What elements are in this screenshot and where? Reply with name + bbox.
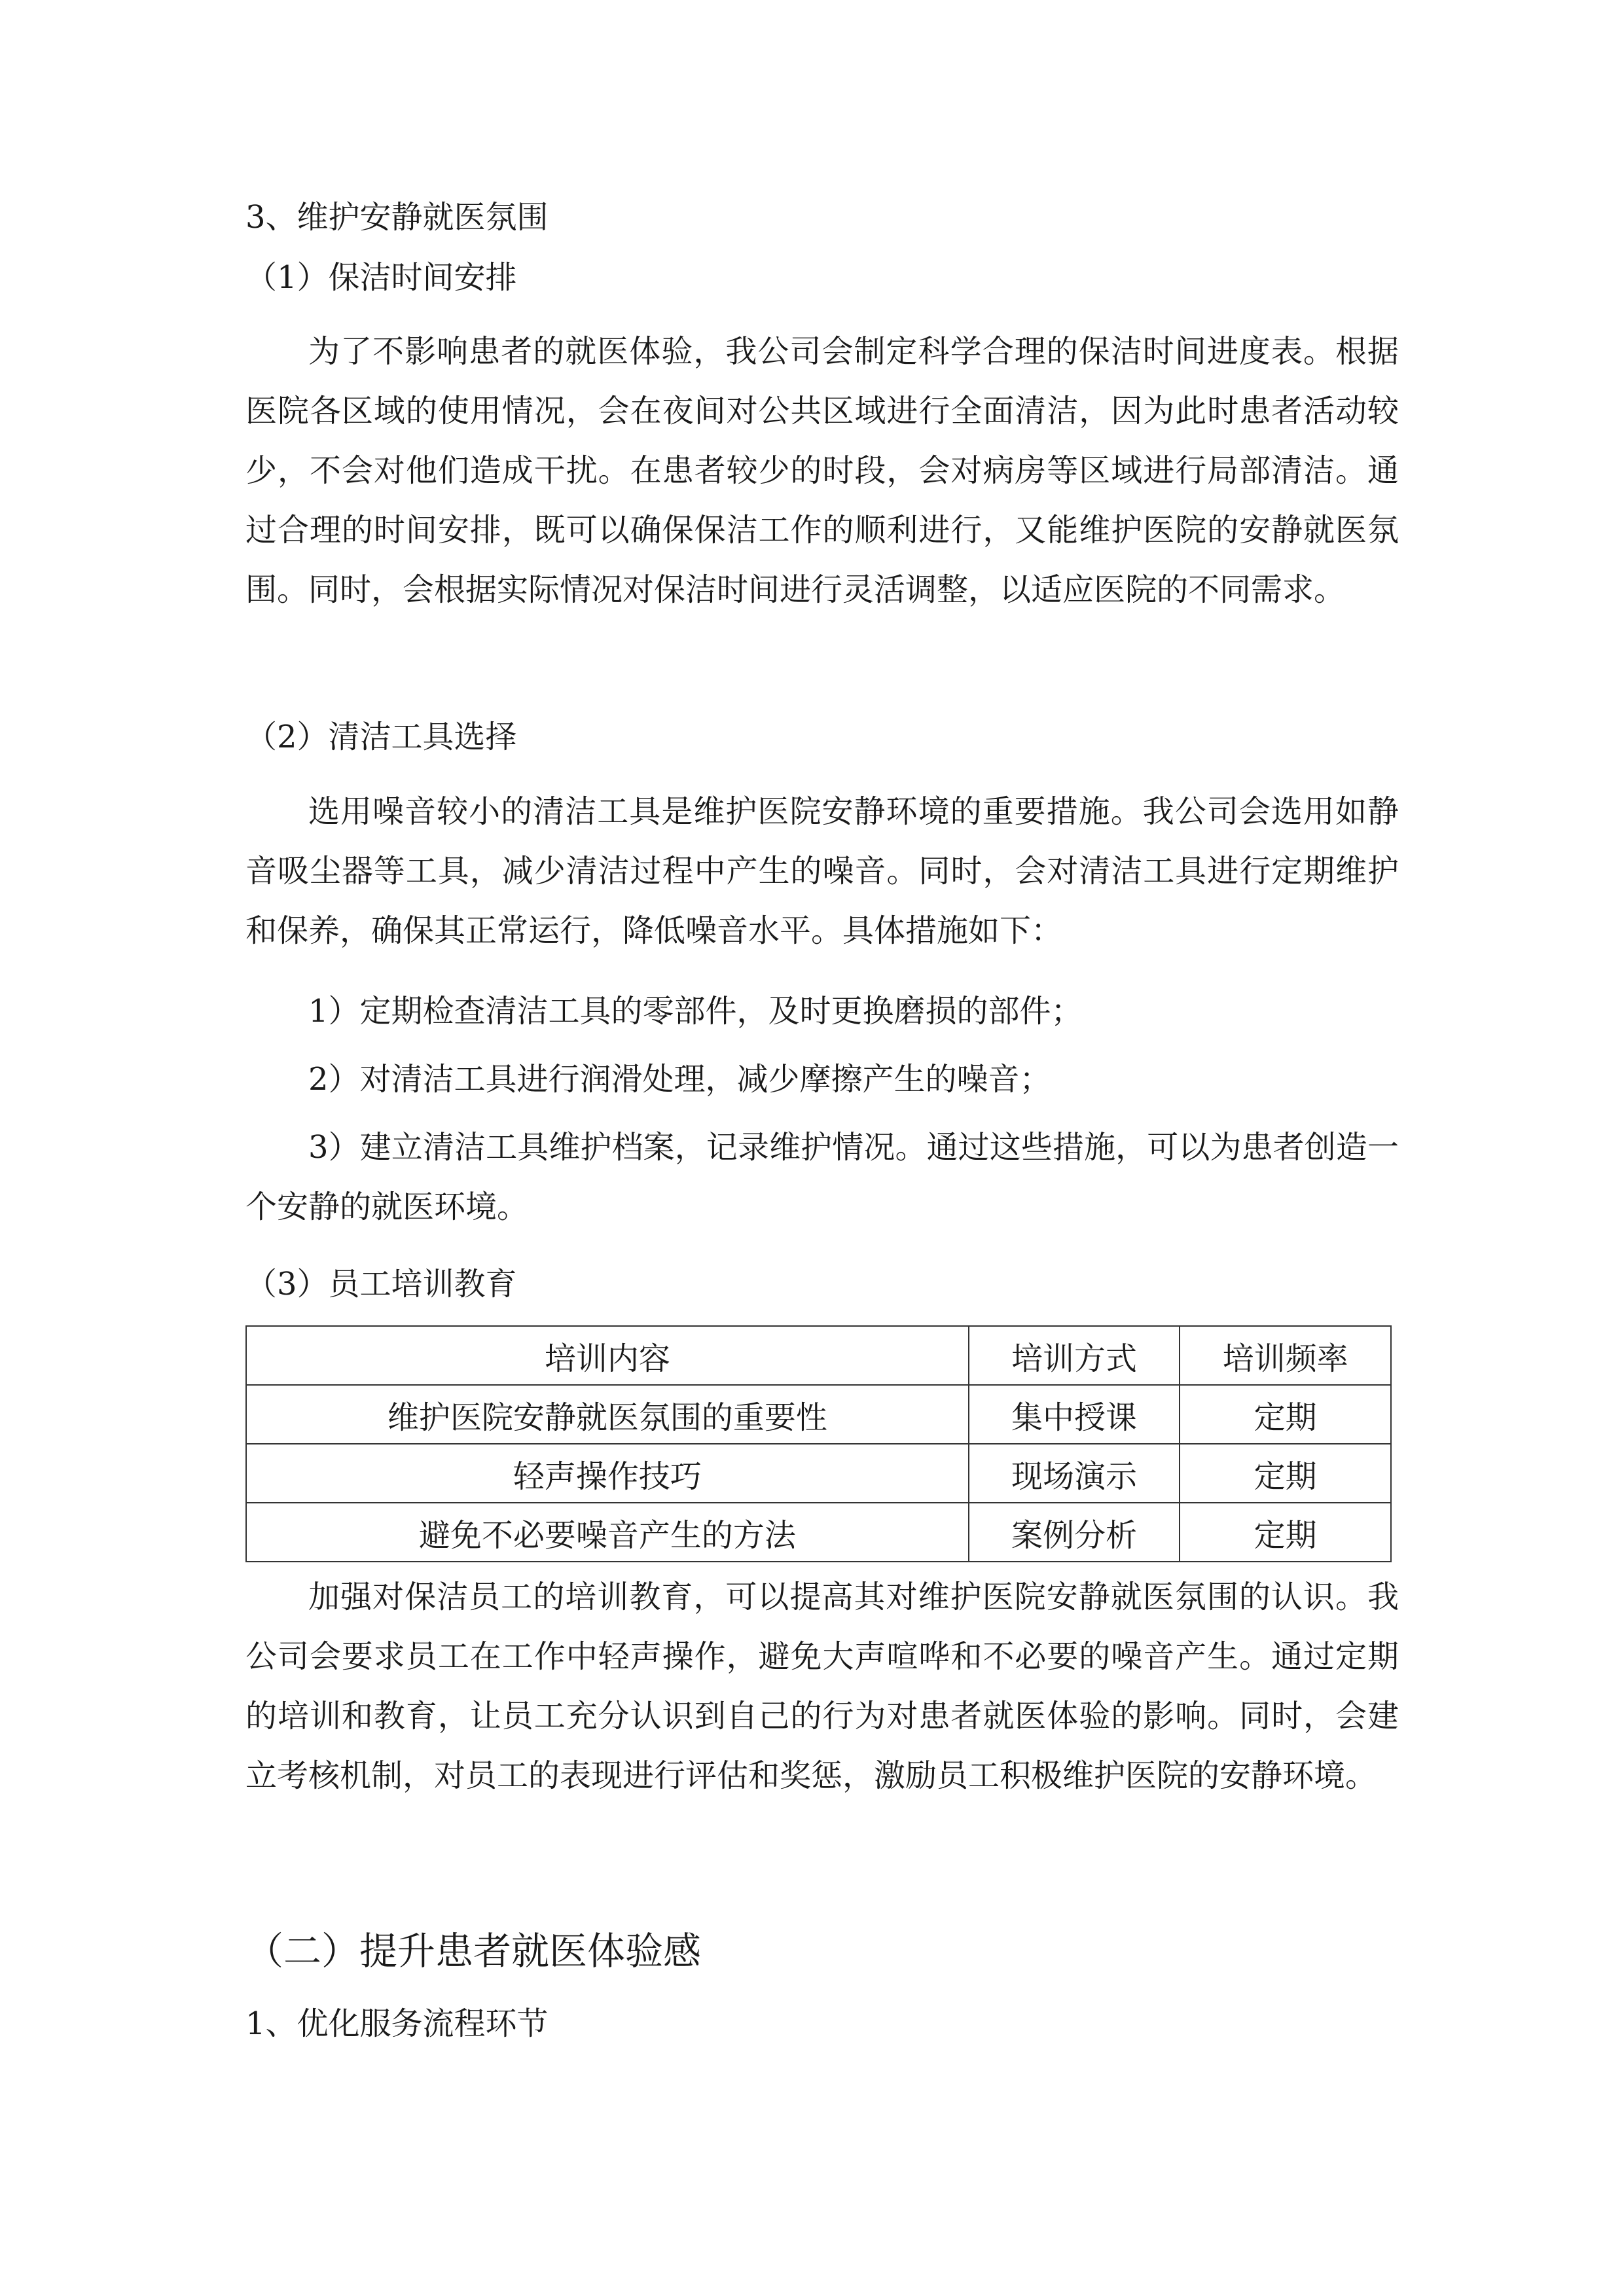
cell-content: 避免不必要噪音产生的方法 (246, 1503, 969, 1562)
list-item-1: 1）定期检查清洁工具的零部件，及时更换磨损的部件； (308, 993, 1083, 1030)
list-item-2: 2）对清洁工具进行润滑处理，减少摩擦产生的噪音； (308, 1061, 1051, 1098)
cell-content: 维护医院安静就医氛围的重要性 (246, 1385, 969, 1444)
subsection-title-staff-training: （3）员工培训教育 (245, 1266, 517, 1302)
cell-content: 轻声操作技巧 (246, 1444, 969, 1503)
section-title-two: （二）提升患者就医体验感 (245, 1929, 702, 1973)
cell-frequency: 定期 (1180, 1444, 1391, 1503)
subsection-title-optimize-service: 1、优化服务流程环节 (245, 2005, 549, 2042)
paragraph-cleaning-tools: 选用噪音较小的清洁工具是维护医院安静环境的重要措施。我公司会选用如静音吸尘器等工具，减少清洁过程中产生的噪音。同时，会对清洁工具进行定期维护和保养，确保其正常运行，降低噪音水平。具体措施如下： (245, 793, 1399, 949)
header-cell-method: 培训方式 (969, 1326, 1180, 1385)
cell-frequency: 定期 (1180, 1503, 1391, 1562)
header-cell-content: 培训内容 (246, 1326, 969, 1385)
cell-method: 集中授课 (969, 1385, 1180, 1444)
paragraph-staff-training: 加强对保洁员工的培训教育，可以提高其对维护医院安静就医氛围的认识。我公司会要求员工在工作中轻声操作，避免大声喧哗和不必要的噪音产生。通过定期的培训和教育，让员工充分认识到自己的行为对患者就医体验的影响。同时，会建立考核机制，对员工的表现进行评估和奖惩，激励员工积极维护医院的安静环境。 (245, 1579, 1399, 1794)
training-table (245, 1325, 1392, 1562)
header-cell-frequency: 培训频率 (1180, 1326, 1391, 1385)
table-row (246, 1444, 1391, 1503)
section-title-3: 3、维护安静就医氛围 (245, 199, 549, 236)
cell-method: 现场演示 (969, 1444, 1180, 1503)
paragraph-cleaning-schedule: 为了不影响患者的就医体验，我公司会制定科学合理的保洁时间进度表。根据医院各区域的使用情况，会在夜间对公共区域进行全面清洁，因为此时患者活动较少，不会对他们造成干扰。在患者较少的时段，会对病房等区域进行局部清洁。通过合理的时间安排，既可以确保保洁工作的顺利进行，又能维护医院的安静就医氛围。同时，会根据实际情况对保洁时间进行灵活调整，以适应医院的不同需求。 (245, 333, 1399, 608)
subsection-title-cleaning-schedule: （1）保洁时间安排 (245, 259, 517, 296)
cell-method: 案例分析 (969, 1503, 1180, 1562)
table-row (246, 1385, 1391, 1444)
list-item-3: 3）建立清洁工具维护档案，记录维护情况。通过这些措施，可以为患者创造一个安静的就医环境。 (245, 1129, 1399, 1225)
table-header-row (246, 1326, 1391, 1385)
cell-frequency: 定期 (1180, 1385, 1391, 1444)
table-row (246, 1503, 1391, 1562)
subsection-title-cleaning-tools: （2）清洁工具选择 (245, 719, 517, 755)
